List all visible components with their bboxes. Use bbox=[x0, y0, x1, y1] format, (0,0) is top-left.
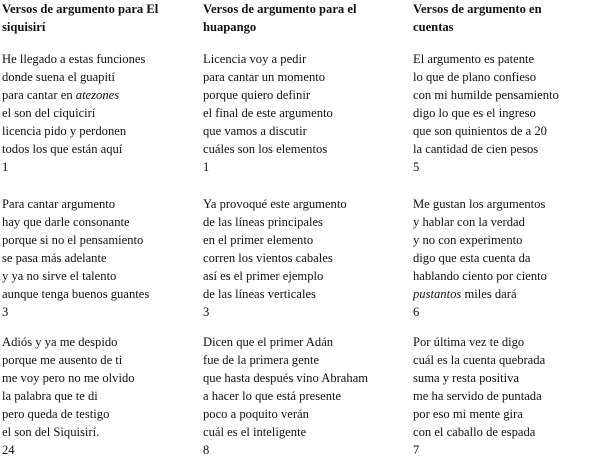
verse-line: y no con experimento bbox=[413, 233, 523, 247]
verse-line: que hasta después vino Abraham bbox=[203, 371, 369, 385]
header-line: Versos de argumento para El bbox=[2, 2, 159, 16]
verse-line: el son del ciquicirí bbox=[2, 106, 96, 120]
stanza-number: 3 bbox=[203, 305, 210, 319]
verse-line: con el caballo de espada bbox=[413, 425, 536, 439]
verse-line: porque me ausento de ti bbox=[2, 353, 123, 367]
header-line: Versos de argumento en bbox=[413, 2, 542, 16]
verse-line: cuál es la cuenta quebrada bbox=[413, 353, 546, 367]
verse-line: se pasa más adelante bbox=[2, 251, 107, 265]
stanza-number: 5 bbox=[413, 160, 420, 174]
verse-line: que vamos a discutir bbox=[203, 124, 307, 138]
verse-line: He llegado a estas funciones bbox=[2, 52, 146, 66]
verse-line: Licencia voy a pedir bbox=[203, 52, 307, 66]
header-line: Versos de argumento para el bbox=[203, 2, 357, 16]
stanza-number: 1 bbox=[2, 160, 9, 174]
column-header bbox=[203, 0, 403, 36]
verse-line: la palabra que te di bbox=[2, 389, 98, 403]
verse-line: todos los que están aquí bbox=[2, 142, 123, 156]
stanza-number: 3 bbox=[2, 305, 9, 319]
verse-line: así es el primer ejemplo bbox=[203, 269, 324, 283]
verse-line: con mi humilde pensamiento bbox=[413, 88, 559, 102]
column-siquisiri bbox=[2, 0, 194, 457]
verse-line: el final de este argumento bbox=[203, 106, 333, 120]
header-line: huapango bbox=[203, 20, 257, 34]
verse-line: de las líneas verticales bbox=[203, 287, 316, 301]
header-line: siquisirí bbox=[2, 20, 46, 34]
stanza-number: 24 bbox=[2, 443, 15, 457]
stanza-number: 8 bbox=[203, 443, 210, 457]
verse-line: porque quiero definir bbox=[203, 88, 311, 102]
verse-line: Adiós y ya me despido bbox=[2, 335, 118, 349]
verse-line: suma y resta positiva bbox=[413, 371, 519, 385]
column-header bbox=[413, 0, 589, 36]
stanza-number: 7 bbox=[413, 443, 420, 457]
verse-line: pustantos miles dará bbox=[413, 287, 517, 301]
verse-line: por eso mi mente gira bbox=[413, 407, 523, 421]
verse-line: aunque tenga buenos guantes bbox=[2, 287, 150, 301]
verse-line: para cantar en atezones bbox=[2, 88, 120, 102]
verse-line: licencia pido y perdonen bbox=[2, 124, 127, 138]
verse-line: corren los vientos cabales bbox=[203, 251, 333, 265]
header-line: cuentas bbox=[413, 20, 454, 34]
verse-line: fue de la primera gente bbox=[203, 353, 320, 367]
verse-line: me voy pero no me olvido bbox=[2, 371, 135, 385]
column-huapango bbox=[203, 0, 403, 457]
verse-line: poco a poquito verán bbox=[203, 407, 309, 421]
verse-line: Dicen que el primer Adán bbox=[203, 335, 334, 349]
verse-line: que son quinientos de a 20 bbox=[413, 124, 547, 138]
verse-line: donde suena el guapití bbox=[2, 70, 115, 84]
verse-line: en el primer elemento bbox=[203, 233, 314, 247]
verse-line: de las líneas principales bbox=[203, 215, 323, 229]
stanza-number: 6 bbox=[413, 305, 420, 319]
stanza bbox=[203, 50, 403, 176]
stanza bbox=[2, 333, 194, 459]
verse-line: Me gustan los argumentos bbox=[413, 197, 546, 211]
verse-line: el son del Siquisirí. bbox=[2, 425, 100, 439]
italic-word: pustantos bbox=[413, 287, 462, 301]
verse-line: Por última vez te digo bbox=[413, 335, 525, 349]
stanza bbox=[413, 333, 589, 459]
column-cuentas bbox=[413, 0, 589, 457]
verse-line: digo que esta cuenta da bbox=[413, 251, 531, 265]
verse-line: porque si no el pensamiento bbox=[2, 233, 144, 247]
verse-line: hay que darle consonante bbox=[2, 215, 130, 229]
verse-line: cuál es el inteligente bbox=[203, 425, 307, 439]
stanza bbox=[2, 50, 194, 176]
verse-line: pero queda de testigo bbox=[2, 407, 110, 421]
verse-line: El argumento es patente bbox=[413, 52, 535, 66]
verse-line: Ya provoqué este argumento bbox=[203, 197, 347, 211]
verse-line: hablando ciento por ciento bbox=[413, 269, 547, 283]
verse-line: y ya no sirve el talento bbox=[2, 269, 117, 283]
stanza bbox=[413, 195, 589, 321]
stanza-number: 1 bbox=[203, 160, 210, 174]
stanza bbox=[203, 333, 403, 459]
verse-line: cuáles son los elementos bbox=[203, 142, 328, 156]
verse-line: la cantidad de cien pesos bbox=[413, 142, 539, 156]
verse-line: me ha servido de puntada bbox=[413, 389, 542, 403]
verse-line: digo lo que es el ingreso bbox=[413, 106, 536, 120]
verse-line: para cantar un momento bbox=[203, 70, 326, 84]
italic-word: atezones bbox=[75, 88, 120, 102]
verse-line: a hacer lo que está presente bbox=[203, 389, 342, 403]
stanza bbox=[203, 195, 403, 321]
verse-line: lo que de plano confieso bbox=[413, 70, 537, 84]
stanza bbox=[413, 50, 589, 176]
stanza bbox=[2, 195, 194, 321]
verse-line: Para cantar argumento bbox=[2, 197, 116, 211]
column-header bbox=[2, 0, 194, 36]
verse-line: y hablar con la verdad bbox=[413, 215, 525, 229]
